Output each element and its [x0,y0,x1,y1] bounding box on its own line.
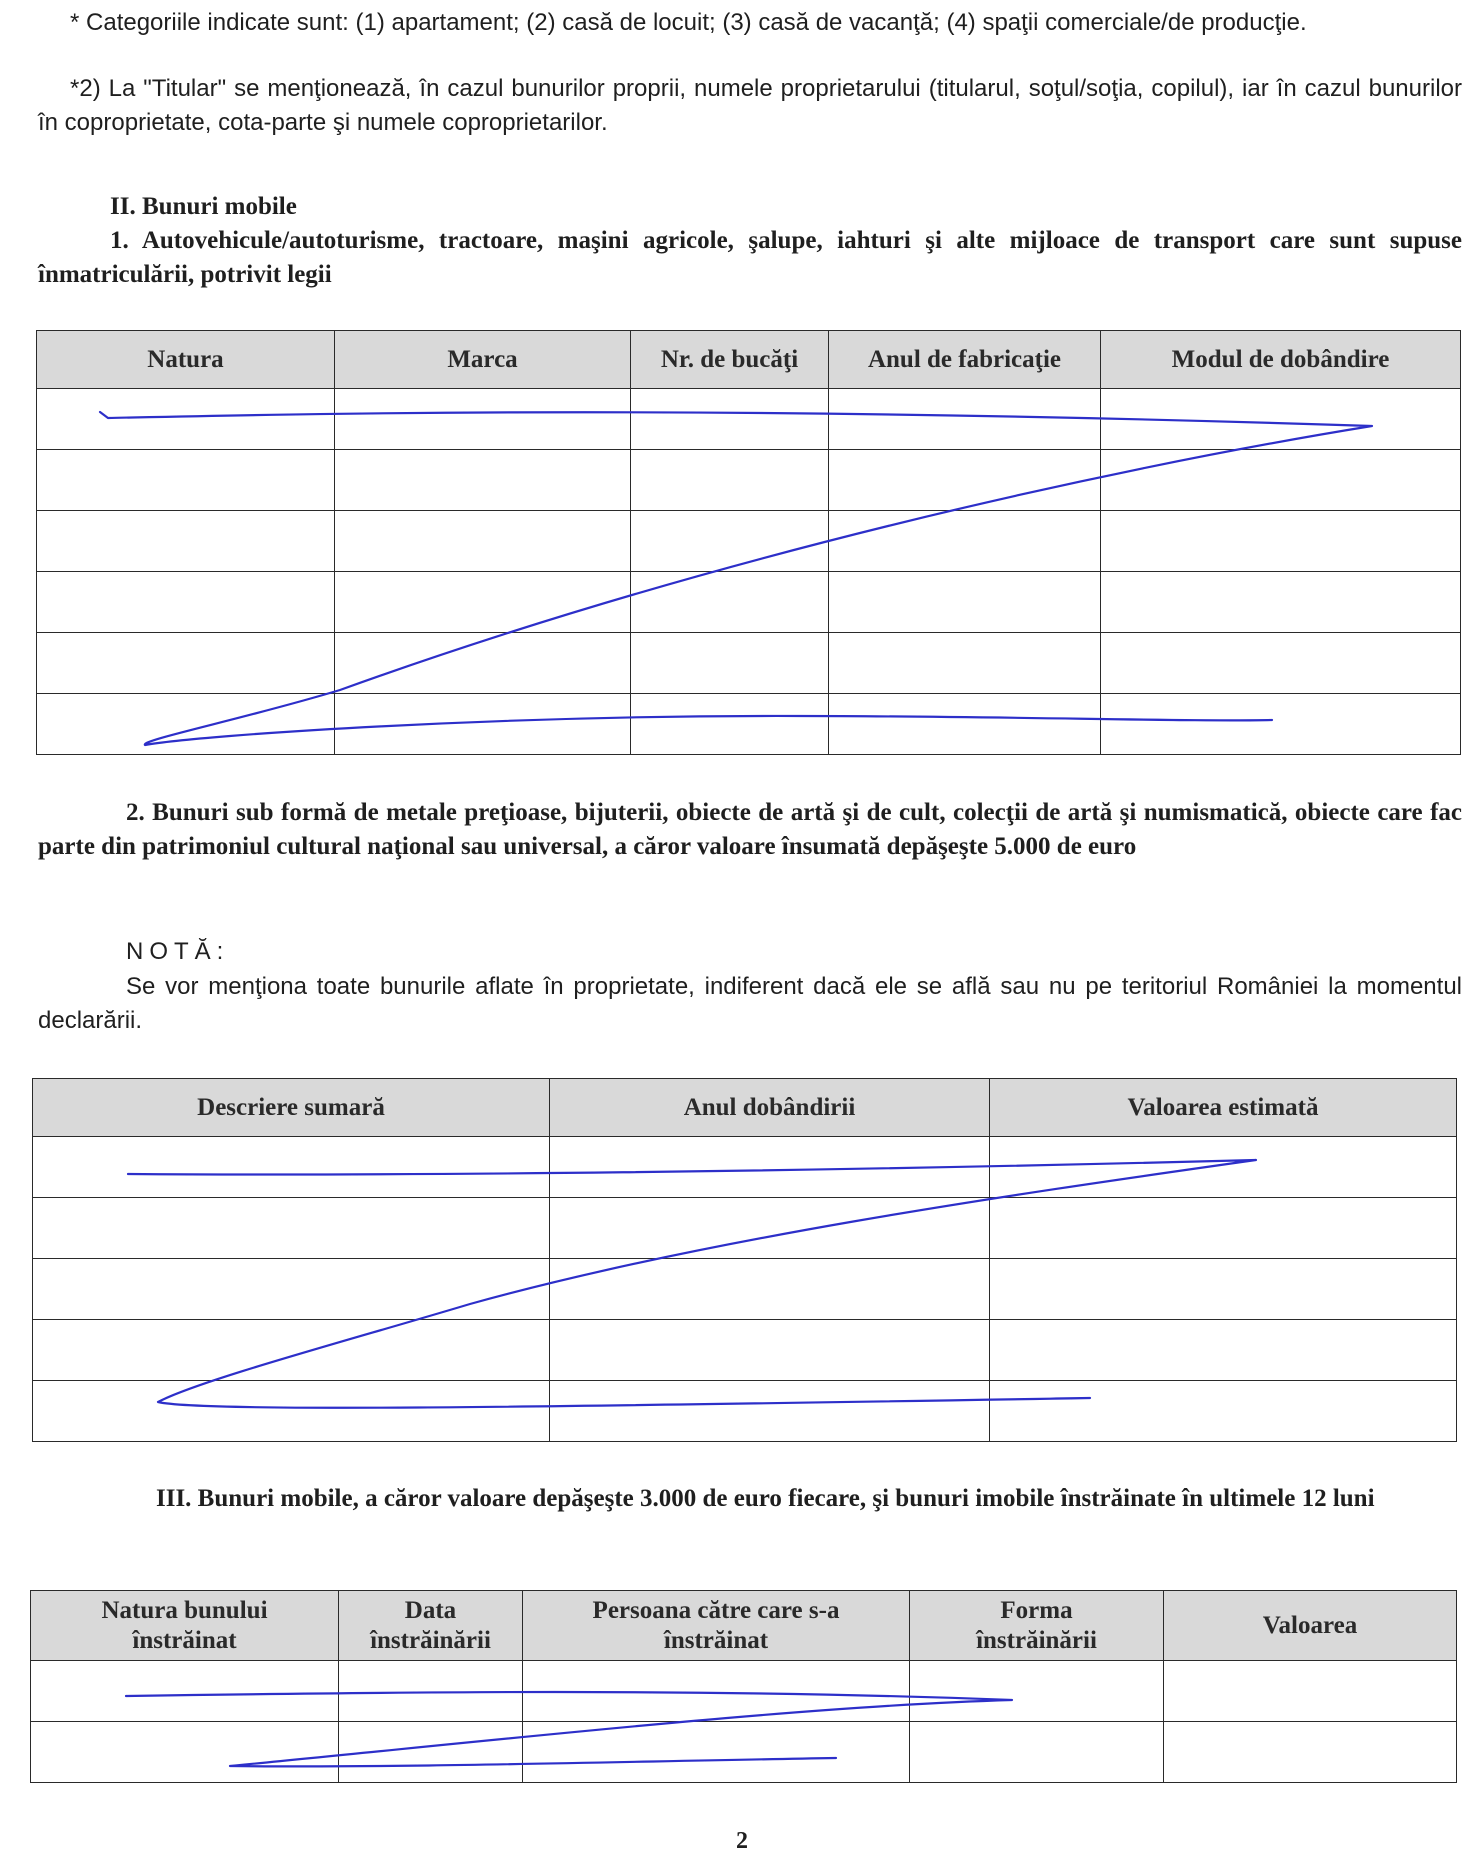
header-anul-fabricatie: Anul de fabricaţie [829,331,1101,389]
header-natura-bunului [31,1591,339,1661]
subsection-1-autovehicule: 1. Autovehicule/autoturisme, tractoare, maşini agricole, şalupe, iahturi şi alte mijloace de transport care sunt supuse înmatriculării, potrivit legii [38,227,1462,288]
nota-text: Se vor menţiona toate bunurile aflate în proprietate, indiferent dacă ele se află sau nu pe teritoriul României la momentul declarării. [38,973,1462,1034]
table-row [31,1661,1457,1722]
table-header-row [37,331,1461,389]
table-row [31,1722,1457,1783]
header-line: înstrăinării [370,1626,491,1654]
header-persoana [523,1591,910,1661]
header-descriere-sumara: Descriere sumară [33,1079,550,1137]
table-autovehicule [36,330,1461,755]
table-row [37,694,1461,755]
header-line: înstrăinării [976,1626,1097,1654]
table-bunuri-pretioase [32,1078,1457,1442]
table-row [37,633,1461,694]
nota-label: NOTĂ: [126,938,230,965]
header-line: înstrăinat [132,1626,237,1654]
subsection-2-bunuri-pretioase: 2. Bunuri sub formă de metale preţioase, bijuterii, obiecte de artă şi de cult, colecţii de artă şi numismatică, obiecte care fac parte din patrimoniul cultural naţional sau universal, a căror valoare însumată depăşeşte 5.000 de euro [38,799,1462,860]
header-anul-dobandirii: Anul dobândirii [550,1079,990,1137]
table-header-row [31,1591,1457,1661]
section-title-bunuri-instrainate: III. Bunuri mobile, a căror valoare depăşeşte 3.000 de euro fiecare, şi bunuri imobile înstrăinate în ultimele 12 luni [156,1485,1375,1512]
page-number: 2 [736,1828,748,1854]
table-row [37,389,1461,450]
header-line: Forma [1000,1596,1073,1624]
table-row [37,511,1461,572]
header-line: Natura bunului [101,1596,268,1624]
header-valoarea-estimata: Valoarea estimată [990,1079,1457,1137]
header-line: Data [404,1596,457,1624]
header-data-instrainarii [339,1591,523,1661]
section-title-bunuri-mobile: II. Bunuri mobile [110,193,297,220]
table-row [33,1320,1457,1381]
table-row [33,1198,1457,1259]
table-row [37,450,1461,511]
header-line: Valoarea [1262,1611,1358,1639]
footnote-titular: *2) La "Titular" se menţionează, în cazul bunurilor proprii, numele proprietarului (titularul, soţul/soţia, copilul), iar în cazul bunurilor în coproprietate, cota-parte şi numele coproprietarilor. [38,75,1462,136]
header-nr-bucati: Nr. de bucăţi [631,331,829,389]
header-line: Persoana către care s-a [592,1596,840,1624]
header-valoarea [1164,1591,1457,1661]
header-line: înstrăinat [663,1626,769,1654]
table-bunuri-instrainate [30,1590,1457,1783]
header-natura: Natura [37,331,335,389]
header-modul-dobandire: Modul de dobândire [1101,331,1461,389]
table-header-row [33,1079,1457,1137]
header-forma-instrainarii [910,1591,1164,1661]
footnote-categories: * Categoriile indicate sunt: (1) apartament; (2) casă de locuit; (3) casă de vacanţă; (4) spaţii comerciale/de producţie. [70,9,1307,36]
table-row [33,1137,1457,1198]
table-row [37,572,1461,633]
header-marca: Marca [335,331,631,389]
table-row [33,1259,1457,1320]
table-row [33,1381,1457,1442]
